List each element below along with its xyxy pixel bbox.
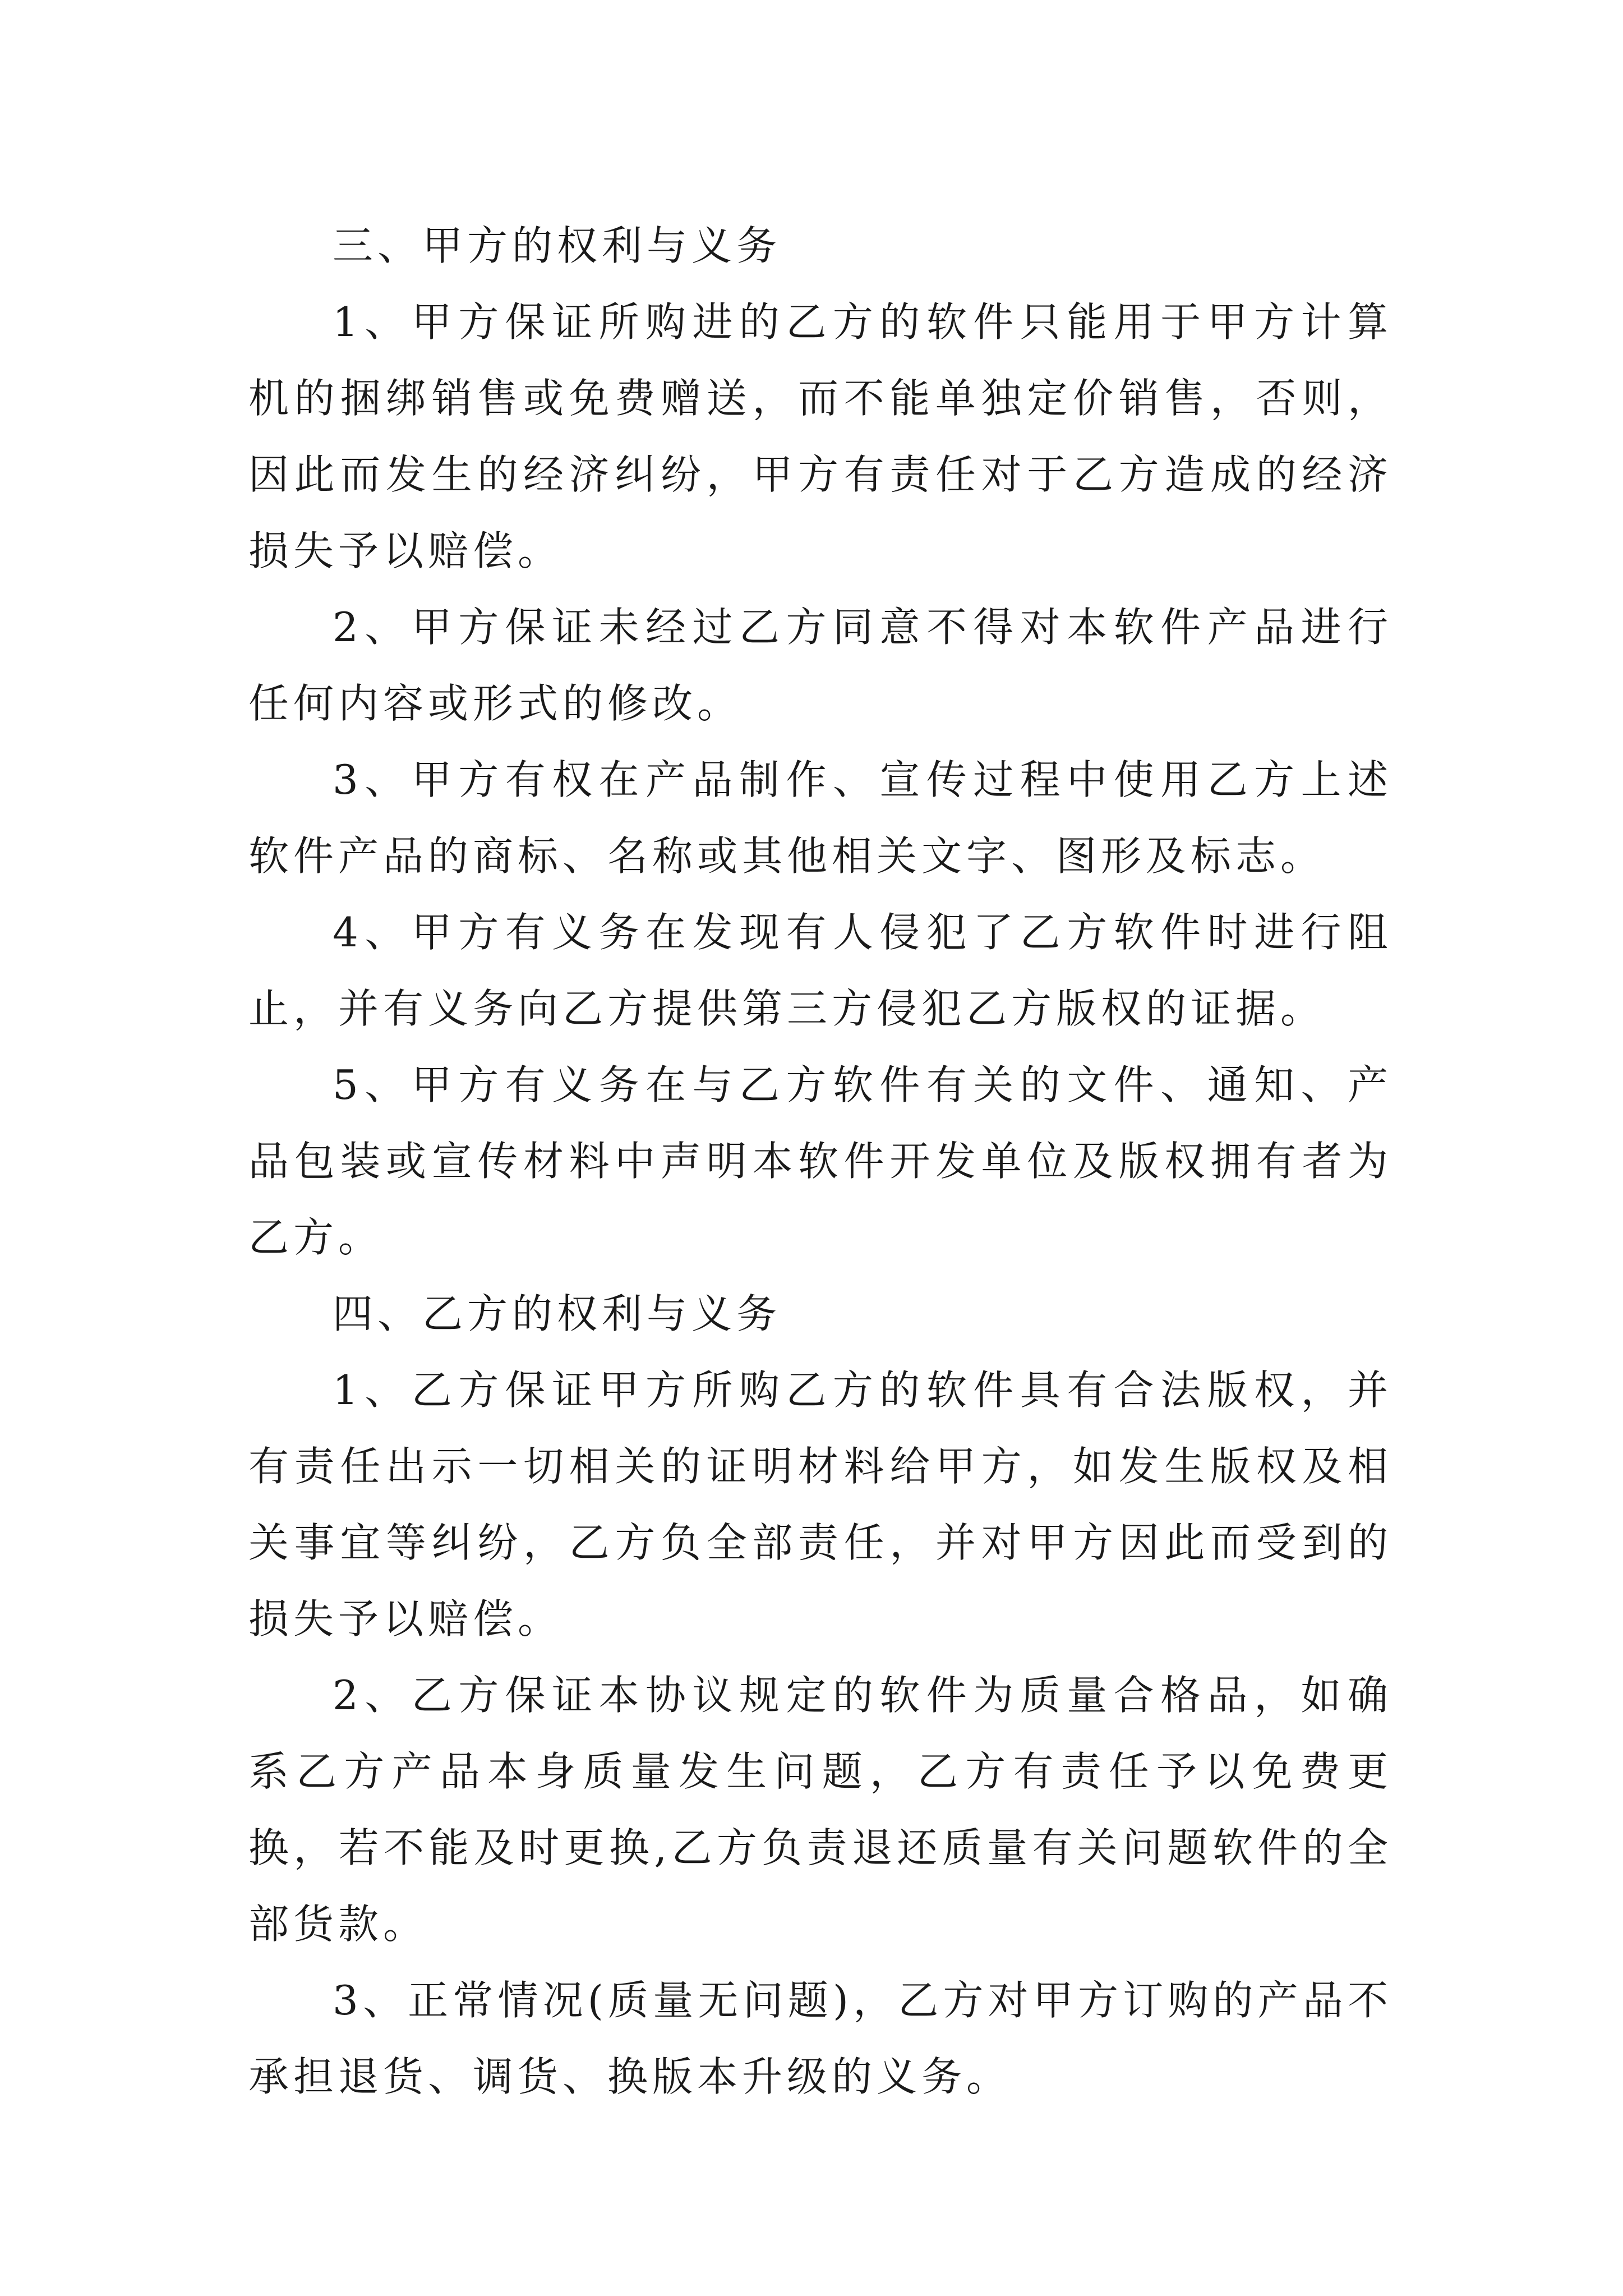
clause-paragraph: 2、甲方保证未经过乙方同意不得对本软件产品进行任何内容或形式的修改。	[248, 604, 1393, 727]
clause-paragraph: 5、甲方有义务在与乙方软件有关的文件、通知、产品包装或宣传材料中声明本软件开发单位及版权拥有者为乙方。	[248, 1061, 1393, 1261]
clause-paragraph: 3、正常情况(质量无问题)，乙方对甲方订购的产品不承担退货、调货、换版本升级的义务。	[248, 1977, 1393, 2100]
clause-paragraph: 1、甲方保证所购进的乙方的软件只能用于甲方计算机的捆绑销售或免费赠送，而不能单独定价销售，否则，因此而发生的经济纠纷，甲方有责任对于乙方造成的经济损失予以赔偿。	[248, 298, 1393, 574]
clause-paragraph: 3、甲方有权在产品制作、宣传过程中使用乙方上述软件产品的商标、名称或其他相关文字、图形及标志。	[248, 756, 1393, 880]
section-heading: 四、乙方的权利与义务	[333, 1290, 782, 1337]
section-heading: 三、甲方的权利与义务	[333, 222, 782, 269]
clause-paragraph: 2、乙方保证本协议规定的软件为质量合格品，如确系乙方产品本身质量发生问题，乙方有责任予以免费更换，若不能及时更换,乙方负责退还质量有关问题软件的全部货款。	[248, 1672, 1393, 1948]
clause-paragraph: 1、乙方保证甲方所购乙方的软件具有合法版权，并有责任出示一切相关的证明材料给甲方，如发生版权及相关事宜等纠纷，乙方负全部责任，并对甲方因此而受到的损失予以赔偿。	[248, 1366, 1393, 1642]
clause-paragraph: 4、甲方有义务在发现有人侵犯了乙方软件时进行阻止，并有义务向乙方提供第三方侵犯乙方版权的证据。	[248, 909, 1393, 1032]
document-body	[248, 208, 1393, 2115]
